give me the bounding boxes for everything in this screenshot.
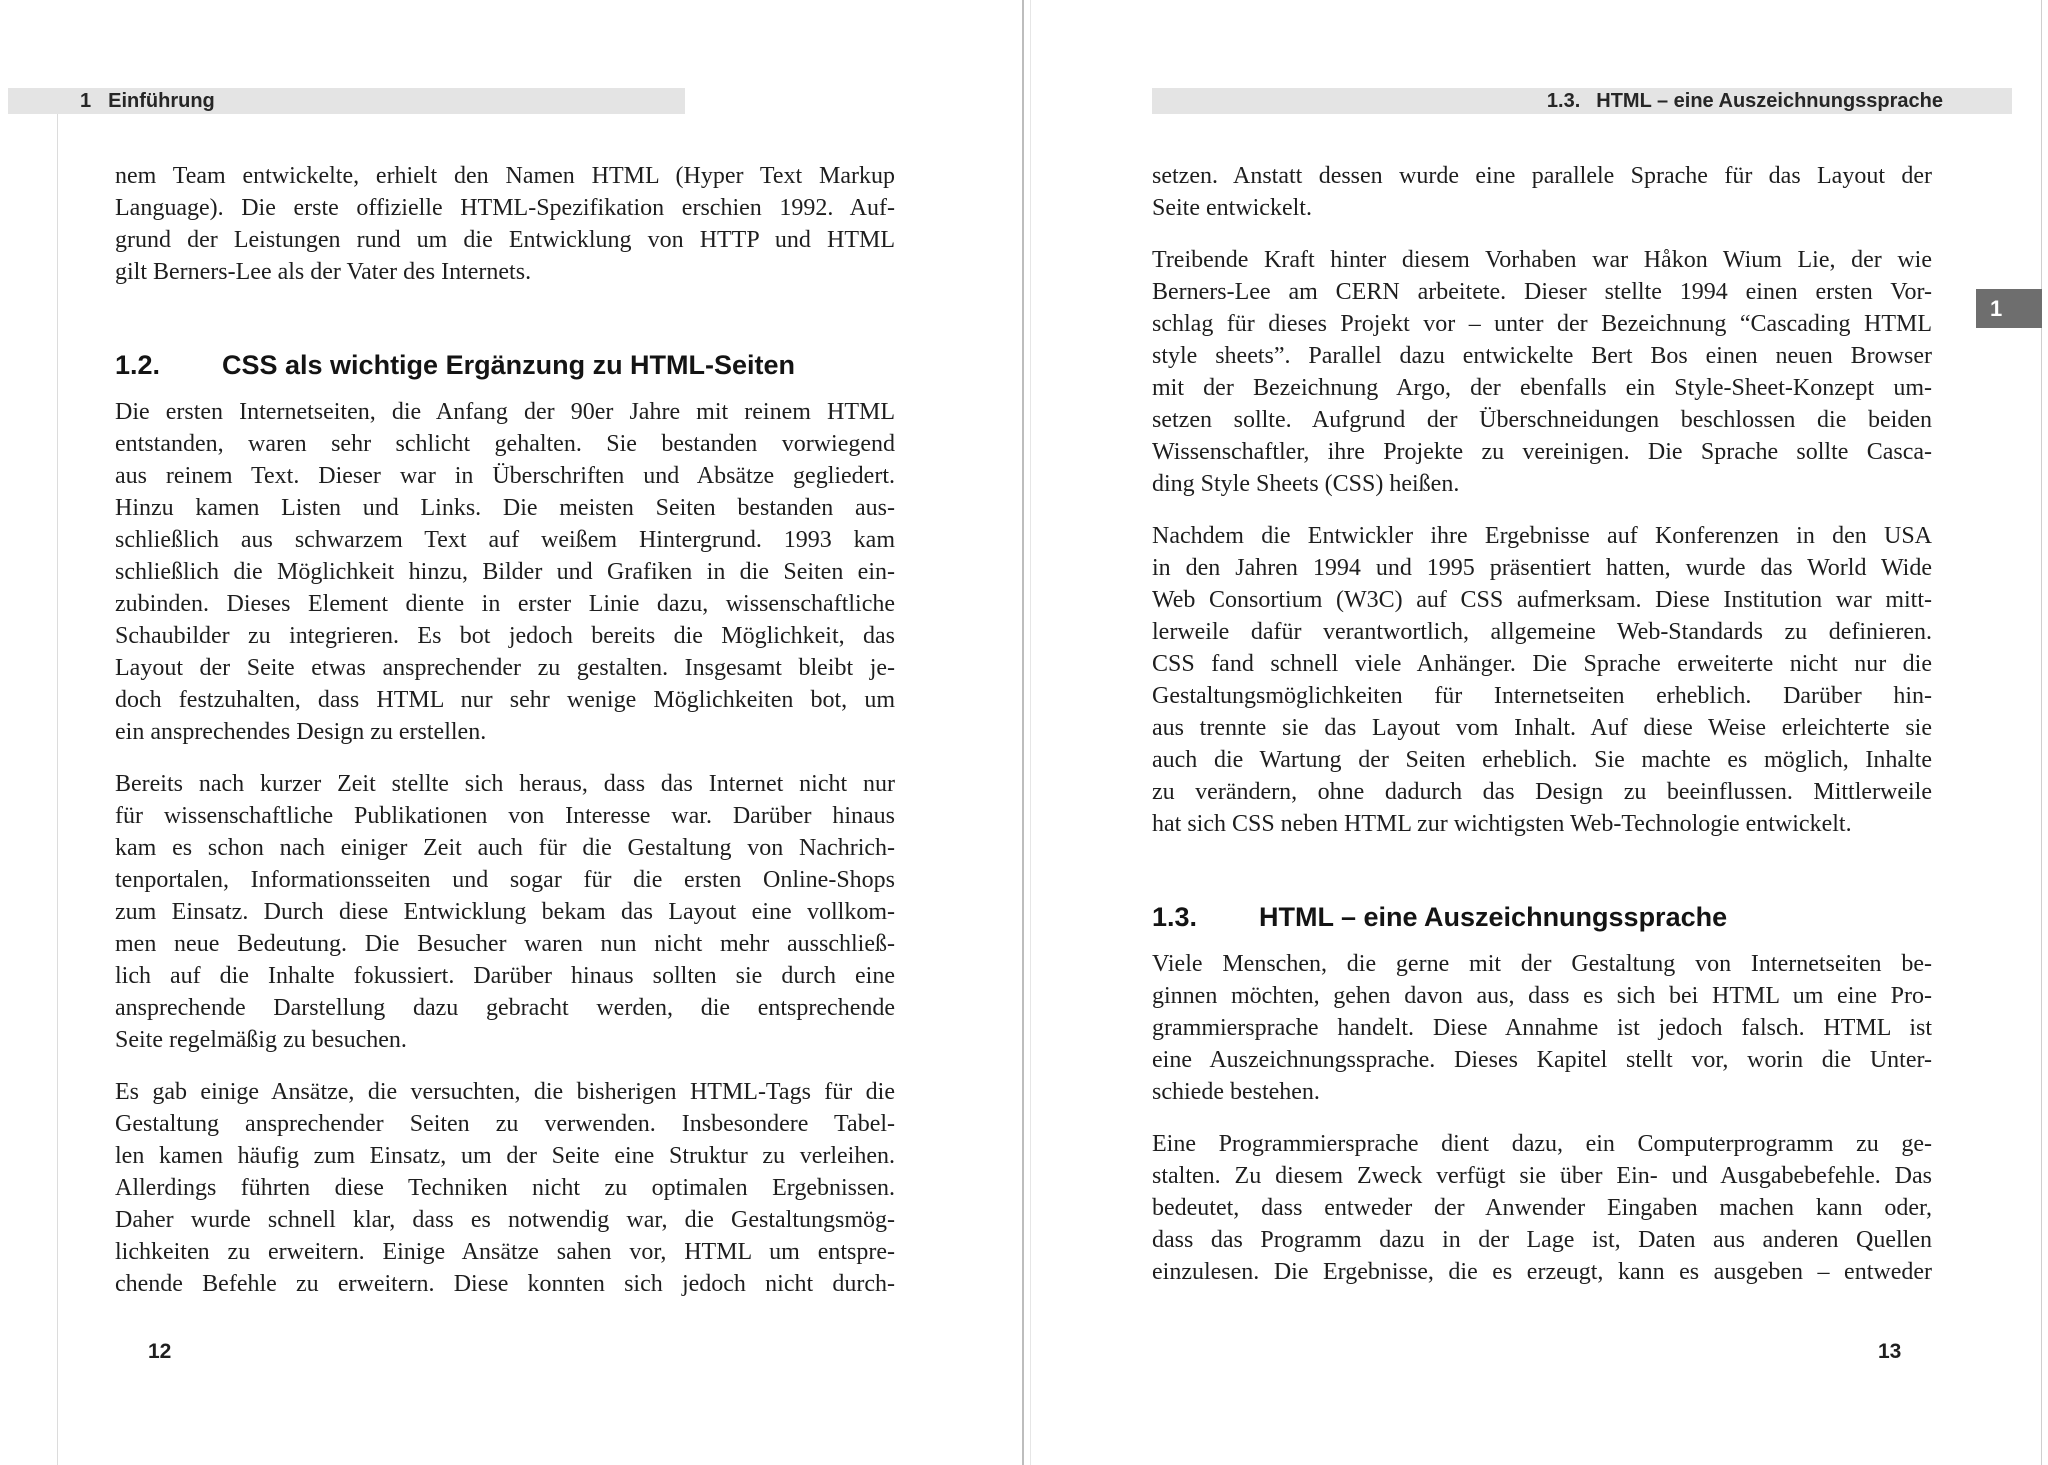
text-line: stalten. Zu diesem Zweck verfügt sie über Ein- und Ausgabebefehle. Das xyxy=(1152,1163,1932,1189)
text-line: Viele Menschen, die gerne mit der Gestaltung von Internetseiten be- xyxy=(1152,951,1932,977)
page-number-left: 12 xyxy=(148,1340,172,1363)
paragraph xyxy=(1152,520,1932,840)
running-head-right xyxy=(1152,88,2012,114)
text-line: zum Einsatz. Durch diese Entwicklung bekam das Layout eine vollkom- xyxy=(115,899,895,925)
right-page-edge-line xyxy=(2041,0,2042,1465)
section-heading xyxy=(115,348,895,382)
paragraph xyxy=(1152,244,1932,500)
text-line: Eine Programmiersprache dient dazu, ein Computerprogramm zu ge- xyxy=(1152,1131,1932,1157)
text-line: ansprechende Darstellung dazu gebracht werden, die entsprechende xyxy=(115,995,895,1021)
section-heading-number: 1.2. xyxy=(115,350,161,380)
text-line: Schaubilder zu integrieren. Es bot jedoch bereits die Möglichkeit, das xyxy=(115,623,895,649)
text-line: Treibende Kraft hinter diesem Vorhaben war Håkon Wium Lie, der wie xyxy=(1152,247,1932,273)
text-line: schiede bestehen. xyxy=(1152,1079,1320,1105)
text-line: CSS fand schnell viele Anhänger. Die Sprache erweiterte nicht nur die xyxy=(1152,651,1932,677)
text-line: Allerdings führten diese Techniken nicht zu optimalen Ergebnissen. xyxy=(115,1175,895,1201)
text-line: Nachdem die Entwickler ihre Ergebnisse auf Konferenzen in den USA xyxy=(1152,523,1932,549)
left-page-edge-line xyxy=(57,112,58,1465)
text-line: style sheets”. Parallel dazu entwickelte Bert Bos einen neuen Browser xyxy=(1152,343,1932,369)
chapter-title: Einführung xyxy=(108,89,215,112)
paragraph xyxy=(115,1076,895,1300)
paragraph xyxy=(1152,948,1932,1108)
text-line: kam es schon nach einiger Zeit auch für die Gestaltung von Nachrich- xyxy=(115,835,895,861)
text-line: schlag für dieses Projekt vor – unter der Bezeichnung “Cascading HTML xyxy=(1152,311,1932,337)
text-line: in den Jahren 1994 und 1995 präsentiert hatten, wurde das World Wide xyxy=(1152,555,1932,581)
text-line: lich auf die Inhalte fokussiert. Darüber hinaus sollten sie durch eine xyxy=(115,963,895,989)
text-line: hat sich CSS neben HTML zur wichtigsten Web-Technologie entwickelt. xyxy=(1152,811,1852,837)
text-line: Die ersten Internetseiten, die Anfang der 90er Jahre mit reinem HTML xyxy=(115,399,895,425)
text-line: tenportalen, Informationsseiten und sogar für die ersten Online-Shops xyxy=(115,867,895,893)
text-line: entstanden, waren sehr schlicht gehalten. Sie bestanden vorwiegend xyxy=(115,431,895,457)
text-line: Bereits nach kurzer Zeit stellte sich heraus, dass das Internet nicht nur xyxy=(115,771,895,797)
section-heading xyxy=(1152,900,1932,934)
text-line: mit der Bezeichnung Argo, der ebenfalls ein Style-Sheet-Konzept um- xyxy=(1152,375,1932,401)
text-line: dass das Programm dazu in der Lage ist, Daten aus anderen Quellen xyxy=(1152,1227,1932,1253)
text-line: schließlich aus schwarzem Text auf weißem Hintergrund. 1993 kam xyxy=(115,527,895,553)
page-gutter-line xyxy=(1022,0,1024,1465)
text-line: Seite regelmäßig zu besuchen. xyxy=(115,1027,407,1053)
text-line: Web Consortium (W3C) auf CSS aufmerksam. Diese Institution war mitt- xyxy=(1152,587,1932,613)
running-head-left xyxy=(8,88,685,114)
text-line: auch die Wartung der Seiten erheblich. Sie machte es möglich, Inhalte xyxy=(1152,747,1932,773)
chapter-number: 1 xyxy=(80,89,92,112)
left-page-column xyxy=(115,160,895,1300)
paragraph xyxy=(115,396,895,748)
text-line: Berners-Lee am CERN arbeitete. Dieser stellte 1994 einen ersten Vor- xyxy=(1152,279,1932,305)
paragraph xyxy=(1152,1128,1932,1288)
text-line: Layout der Seite etwas ansprechender zu gestalten. Insgesamt bleibt je- xyxy=(115,655,895,681)
text-line: für wissenschaftliche Publikationen von Interesse war. Darüber hinaus xyxy=(115,803,895,829)
text-line: men neue Bedeutung. Die Besucher waren nun nicht mehr ausschließ- xyxy=(115,931,895,957)
section-heading-number: 1.3. xyxy=(1152,902,1198,932)
text-line: doch festzuhalten, dass HTML nur sehr wenige Möglichkeiten bot, um xyxy=(115,687,895,713)
paragraph xyxy=(115,768,895,1056)
text-line: Gestaltung ansprechender Seiten zu verwenden. Insbesondere Tabel- xyxy=(115,1111,895,1137)
chapter-thumb-tab: 1 xyxy=(1976,289,2042,328)
text-line: lichkeiten zu erweitern. Einige Ansätze sahen vor, HTML um entspre- xyxy=(115,1239,895,1265)
text-line: aus reinem Text. Dieser war in Überschriften und Absätze gegliedert. xyxy=(115,463,895,489)
right-page-column xyxy=(1152,160,1932,1288)
text-line: Wissenschaftler, ihre Projekte zu vereinigen. Die Sprache sollte Casca- xyxy=(1152,439,1932,465)
paragraph xyxy=(1152,160,1932,224)
text-line: grammiersprache handelt. Diese Annahme ist jedoch falsch. HTML ist xyxy=(1152,1015,1932,1041)
section-heading-title: CSS als wichtige Ergänzung zu HTML-Seiten xyxy=(222,350,796,380)
text-line: gilt Berners-Lee als der Vater des Internets. xyxy=(115,259,532,285)
text-line: ding Style Sheets (CSS) heißen. xyxy=(1152,471,1460,497)
page-gutter-shadow xyxy=(1030,0,1031,1465)
text-line: ein ansprechendes Design zu erstellen. xyxy=(115,719,487,745)
section-number: 1.3. xyxy=(1546,89,1581,112)
text-line: bedeutet, dass entweder der Anwender Eingaben machen kann oder, xyxy=(1152,1195,1932,1221)
text-line: grund der Leistungen rund um die Entwicklung von HTTP und HTML xyxy=(115,227,895,253)
text-line: ginnen möchten, gehen davon aus, dass es sich bei HTML um eine Pro- xyxy=(1152,983,1932,1009)
text-line: eine Auszeichnungssprache. Dieses Kapitel stellt vor, worin die Unter- xyxy=(1152,1047,1932,1073)
section-heading-title: HTML – eine Auszeichnungssprache xyxy=(1259,902,1728,932)
text-line: aus trennte sie das Layout vom Inhalt. Auf diese Weise erleichterte sie xyxy=(1152,715,1932,741)
text-line: lerweile dafür verantwortlich, allgemeine Web-Standards zu definieren. xyxy=(1152,619,1932,645)
text-line: len kamen häufig zum Einsatz, um der Seite eine Struktur zu verleihen. xyxy=(115,1143,895,1169)
section-title: HTML – eine Auszeichnungssprache xyxy=(1596,89,1943,112)
text-line: zubinden. Dieses Element diente in erster Linie dazu, wissenschaftliche xyxy=(115,591,895,617)
text-line: Daher wurde schnell klar, dass es notwendig war, die Gestaltungsmög- xyxy=(115,1207,895,1233)
text-line: setzen sollte. Aufgrund der Überschneidungen beschlossen die beiden xyxy=(1152,407,1932,433)
text-line: zu verändern, ohne dadurch das Design zu beeinflussen. Mittlerweile xyxy=(1152,779,1932,805)
text-line: Language). Die erste offizielle HTML-Spezifikation erschien 1992. Auf- xyxy=(115,195,895,221)
text-line: Seite entwickelt. xyxy=(1152,195,1312,221)
text-line: chende Befehle zu erweitern. Diese konnten sich jedoch nicht durch- xyxy=(115,1271,895,1297)
text-line: Gestaltungsmöglichkeiten für Internetseiten erheblich. Darüber hin- xyxy=(1152,683,1932,709)
text-line: setzen. Anstatt dessen wurde eine parallele Sprache für das Layout der xyxy=(1152,163,1932,189)
page-number-right: 13 xyxy=(1878,1340,1902,1363)
text-line: einzulesen. Die Ergebnisse, die es erzeugt, kann es ausgeben – entweder xyxy=(1152,1259,1932,1285)
paragraph xyxy=(115,160,895,288)
text-line: nem Team entwickelte, erhielt den Namen HTML (Hyper Text Markup xyxy=(115,163,895,189)
text-line: Es gab einige Ansätze, die versuchten, die bisherigen HTML-Tags für die xyxy=(115,1079,895,1105)
text-line: Hinzu kamen Listen und Links. Die meisten Seiten bestanden aus- xyxy=(115,495,895,521)
text-line: schließlich die Möglichkeit hinzu, Bilder und Grafiken in die Seiten ein- xyxy=(115,559,895,585)
